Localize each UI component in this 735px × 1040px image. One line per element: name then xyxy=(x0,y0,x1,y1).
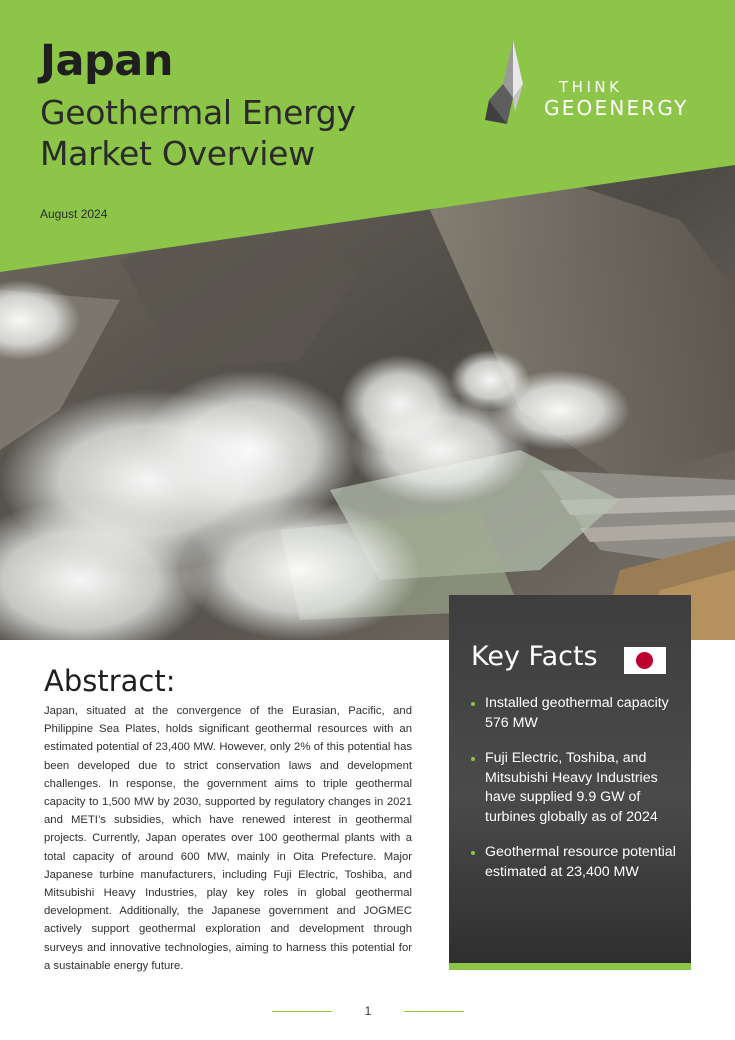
publication-date: August 2024 xyxy=(40,207,108,221)
key-facts-title: Key Facts xyxy=(471,641,598,672)
abstract-body: Japan, situated at the convergence of the Eurasian, Pacific, and Philippine Sea Plates, holds significant geothermal resources with an estimated potential of 23,400 MW. However, only 2% of this potential has been developed due to strict conservation laws and development challenges. In response, the government aims to triple geothermal capacity to 1,500 MW by 2030, supported by regulatory changes in 2021 and METI’s subsidies, which have renewed interest in geothermal projects. Currently, Japan operates over 100 geothermal plants with a total capacity of around 600 MW, mainly in Oita Prefecture. Major Japanese turbine manufacturers, including Fuji Electric, Toshiba, and Mitsubishi Heavy Industries, play key roles in global geothermal development. Additionally, the Japanese government and JOGMEC actively support geothermal exploration and development through surveys and innovative technologies, aiming to harness this potential for a sustainable energy future. xyxy=(44,705,412,972)
key-fact-item xyxy=(471,694,683,733)
key-facts-accent-bar xyxy=(449,963,691,970)
bullet-icon xyxy=(471,851,475,855)
subtitle-line-1: Geothermal Energy xyxy=(40,93,356,132)
key-fact-text: Fuji Electric, Toshiba, and Mitsubishi Heavy Industries have supplied 9.9 GW of turbines globally as of 2024 xyxy=(485,750,658,825)
key-facts-list xyxy=(471,694,683,898)
key-fact-item xyxy=(471,749,683,827)
flag-sun-disc xyxy=(636,652,653,669)
key-fact-item xyxy=(471,843,683,882)
abstract-heading: Abstract: xyxy=(44,664,176,698)
japan-flag-icon xyxy=(624,647,666,674)
think-geoenergy-logo xyxy=(485,40,705,130)
key-fact-text: Installed geothermal capacity 576 MW xyxy=(485,695,669,731)
logo-word-think: THINK xyxy=(559,78,623,96)
key-fact-text: Geothermal resource potential estimated at 23,400 MW xyxy=(485,844,676,880)
bullet-icon xyxy=(471,757,475,761)
footer-rule-right xyxy=(404,1011,464,1012)
footer-rule-left xyxy=(272,1011,332,1012)
bullet-icon xyxy=(471,702,475,706)
page-number: 1 xyxy=(364,1004,372,1018)
logo-word-geoenergy: GEOENERGY xyxy=(544,96,689,120)
subtitle-line-2: Market Overview xyxy=(40,134,315,173)
page-subtitle xyxy=(40,92,356,174)
page-title: Japan xyxy=(40,36,173,86)
logo-mark-icon xyxy=(485,40,541,124)
